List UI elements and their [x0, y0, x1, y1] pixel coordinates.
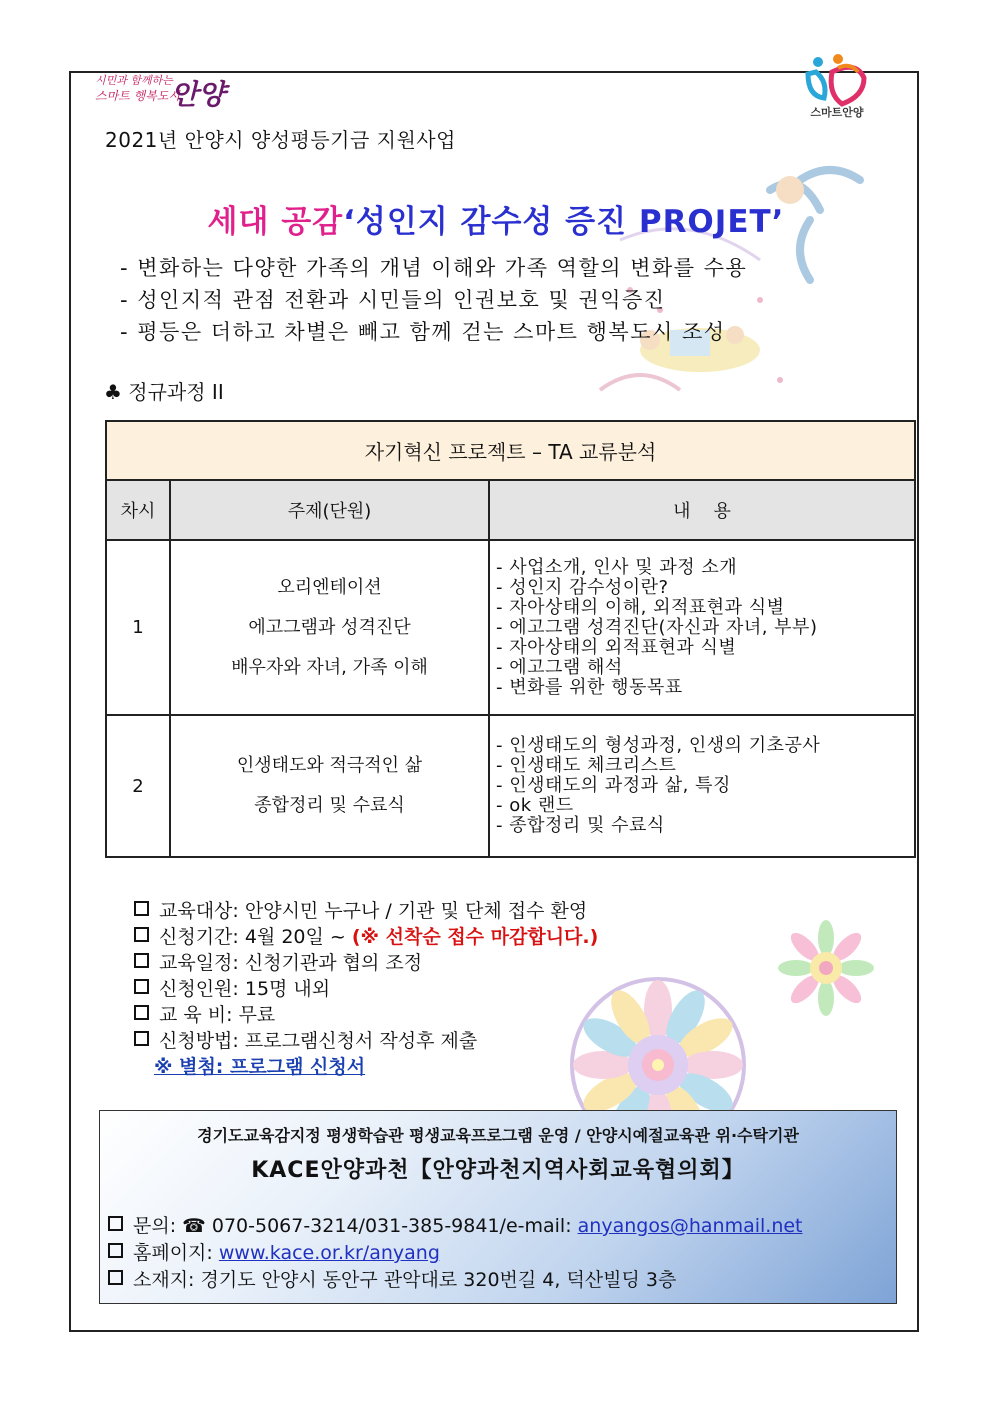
info-method: 신청방법: 프로그램신청서 작성후 제출	[134, 1028, 598, 1054]
session-number: 2	[106, 715, 170, 857]
email-link[interactable]: anyangos@hanmail.net	[577, 1215, 803, 1237]
checkbox-bullet-icon	[134, 1031, 149, 1046]
info-target: 교육대상: 안양시민 누구나 / 기관 및 단체 접수 환영	[134, 898, 598, 924]
svg-text:스마트 행복도시: 스마트 행복도시	[95, 89, 180, 103]
checkbox-bullet-icon	[134, 953, 149, 968]
address-row: 소재지: 경기도 안양시 동안구 관악대로 320번길 4, 덕산빌딩 3층	[108, 1267, 803, 1294]
session-topics	[170, 540, 489, 715]
content-item: - 사업소개, 인사 및 과정 소개	[496, 556, 738, 578]
content-item: - 성인지 감수성이란?	[496, 576, 669, 598]
table-row	[106, 715, 915, 857]
footer-designation: 경기도교육감지정 평생학습관 평생교육프로그램 운영 / 안양시예절교육관 위·수탁기관	[197, 1126, 799, 1145]
content-item: - 종합정리 및 수료식	[496, 815, 665, 836]
section-heading	[104, 376, 224, 405]
table-header-row	[106, 480, 915, 540]
info-period: 신청기간: 4월 20일 ~ (※ 선착순 접수 마감합니다.)	[134, 924, 598, 950]
homepage-row: 홈페이지: www.kace.or.kr/anyang	[108, 1240, 803, 1267]
topic-item: 배우자와 자녀, 가족 이해	[231, 656, 428, 678]
course-table	[105, 420, 916, 858]
section-label: 정규과정 II	[128, 380, 224, 404]
content-item: - 인생태도의 과정과 삶, 특징	[496, 775, 731, 796]
topic-item: 인생태도와 적극적인 삶	[236, 755, 423, 776]
decorative-mandala-small	[776, 918, 876, 1018]
checkbox-bullet-icon	[134, 979, 149, 994]
checkbox-bullet-icon	[134, 901, 149, 916]
objective-item: - 성인지적 관점 전환과 시민들의 인권보호 및 권익증진	[120, 288, 666, 312]
svg-text:시민과 함께하는: 시민과 함께하는	[95, 74, 173, 87]
header-content: 내 용	[489, 480, 915, 540]
content-item: - 변화를 위한 행동목표	[496, 676, 683, 698]
checkbox-bullet-icon	[108, 1270, 123, 1285]
table-row	[106, 540, 915, 715]
content-item: - 에고그램 해석	[496, 656, 623, 678]
header-session: 차시	[106, 480, 170, 540]
main-title-part2: ‘성인지 감수성 증진 PROJET’	[343, 204, 785, 240]
content-item: - 자아상태의 이해, 외적표현과 식별	[496, 596, 785, 618]
topic-item: 종합정리 및 수료식	[254, 795, 405, 816]
anyang-city-logo	[93, 70, 233, 112]
footer-organization: KACE안양과천【안양과천지역사회교육협의회】	[251, 1158, 745, 1183]
objective-list	[120, 252, 747, 348]
content-item: - 에고그램 성격진단(자신과 자녀, 부부)	[496, 616, 818, 638]
content-item: - ok 랜드	[496, 795, 574, 816]
content-item: - 인생태도 체크리스트	[496, 755, 677, 776]
info-capacity: 신청인원: 15명 내외	[134, 976, 598, 1002]
checkbox-bullet-icon	[134, 1005, 149, 1020]
objective-item: - 변화하는 다양한 가족의 개념 이해와 가족 역할의 변화를 수용	[120, 256, 748, 280]
content-item: - 자아상태의 외적표현과 식별	[496, 636, 737, 658]
info-schedule: 교육일정: 신청기관과 협의 조정	[134, 950, 598, 976]
footer-contacts	[108, 1213, 803, 1294]
checkbox-bullet-icon	[134, 927, 149, 942]
header-topic: 주제(단원)	[170, 480, 489, 540]
checkbox-bullet-icon	[108, 1243, 123, 1258]
session-topics	[170, 715, 489, 857]
course-title: 자기혁신 프로젝트 – TA 교류분석	[106, 421, 915, 480]
content-item: - 인생태도의 형성과정, 인생의 기초공사	[496, 735, 821, 756]
session-number: 1	[106, 540, 170, 715]
main-title	[0, 196, 992, 241]
topic-item: 에고그램과 성격진단	[248, 616, 411, 638]
objective-item: - 평등은 더하고 차별은 빼고 함께 걷는 스마트 행복도시 조성	[120, 320, 726, 344]
organization-footer	[99, 1110, 897, 1304]
program-info	[134, 898, 598, 1080]
club-icon: ♣	[104, 380, 122, 404]
homepage-link[interactable]: www.kace.or.kr/anyang	[218, 1242, 440, 1264]
info-fee: 교 육 비: 무료	[134, 1002, 598, 1028]
session-contents	[489, 540, 915, 715]
page-subtitle: 2021년 안양시 양성평등기금 지원사업	[105, 128, 456, 152]
contact-row: 문의: ☎ 070-5067-3214/031-385-9841/e-mail: anyangos@hanmail.net	[108, 1213, 803, 1240]
svg-text:안양: 안양	[171, 78, 226, 111]
main-title-part1: 세대 공감	[207, 204, 344, 240]
smart-anyang-caption: 스마트안양	[810, 106, 864, 119]
topic-item: 오리엔테이션	[277, 576, 382, 598]
checkbox-bullet-icon	[108, 1216, 123, 1231]
attachment-note: ※ 별첨: 프로그램 신청서	[154, 1056, 366, 1078]
period-note: (※ 선착순 접수 마감합니다.)	[351, 926, 599, 948]
session-contents	[489, 715, 915, 857]
